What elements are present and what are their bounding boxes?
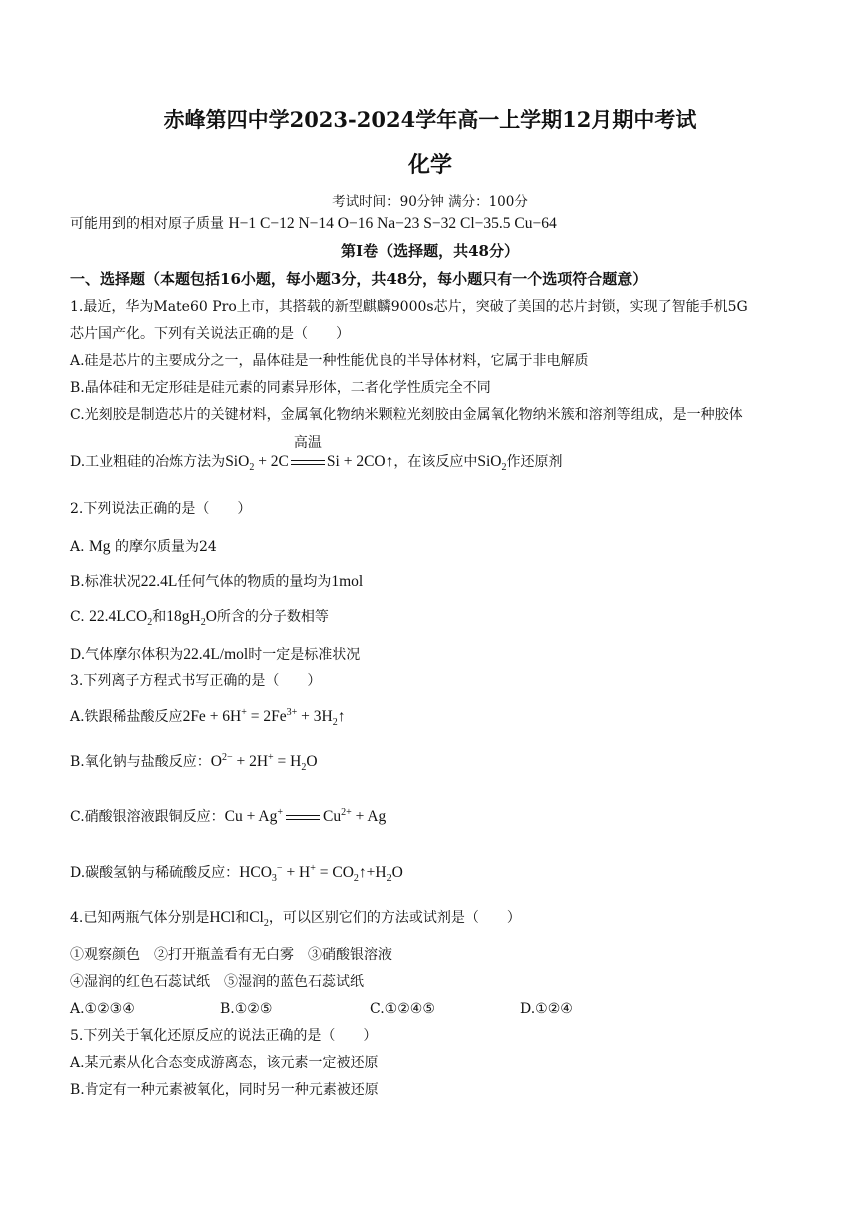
section-heading: 一、选择题（本题包括16小题，每小题3分，共48分，每小题只有一个选项符合题意） <box>70 270 648 288</box>
q1-option-c: C.光刻胶是制造芯片的关键材料，金属氧化物纳米颗粒光刻胶由金属氧化物纳米簇和溶剂等组成，是一种胶体 <box>70 407 743 423</box>
atomic-masses-line <box>70 214 800 234</box>
q4-items-line1: ①观察颜色 ②打开瓶盖看有无白雾 ③硝酸银溶液 <box>70 947 392 963</box>
q1-option-a: A.硅是芯片的主要成分之一，晶体硅是一种性能优良的半导体材料，它属于非电解质 <box>70 353 589 369</box>
exam-title: 赤峰第四中学2023-2024学年高一上学期12月期中考试 <box>163 107 697 132</box>
reaction-condition: 高温 <box>293 436 322 451</box>
q3-option-b: B.氧化钠与盐酸反应：$O^{2-} + 2H^+ = H_2O$ <box>70 751 318 774</box>
q2-b-text: B.标准状况 <box>70 574 141 590</box>
q2-option-c: C. $22.4LCO_2$和$18gH_2O$所含的分子数相等 <box>70 608 329 629</box>
q1-d-equation: SiO$_2$ + 2C 高温 Si + 2CO↑ <box>225 436 394 474</box>
subject-title: 化学 <box>407 152 452 178</box>
exam-info: 考试时间：90分钟 满分：100分 <box>332 194 528 210</box>
q1-stem-line2: 芯片国产化。下列有关说法正确的是（ ） <box>70 326 350 342</box>
q2-d-text: D.气体摩尔体积为 <box>70 647 184 663</box>
q3-option-c: C.硝酸银溶液跟铜反应：Cu + Ag+ $Cu^{2+} + Ag$ <box>70 806 387 825</box>
q2-d-text2: 时一定是标准状况 <box>248 647 361 663</box>
atomic-masses-values: H−1 C−12 N−14 O−16 Na−23 S−32 Cl−35.5 Cu−64 <box>228 215 557 232</box>
q5-option-a: A.某元素从化合态变成游离态，该元素一定被还原 <box>70 1055 379 1071</box>
q2-a-text: 的摩尔质量为24 <box>115 539 217 555</box>
q1-d-text3: 作还原剂 <box>506 454 563 470</box>
part1-title: 第Ⅰ卷（选择题，共48分） <box>341 242 519 260</box>
q3-option-d: D.碳酸氢钠与稀硫酸反应：$HCO_3^- + H^+$ = $CO_2↑+H_2O$ <box>70 862 403 885</box>
q3-d-text: D.碳酸氢钠与稀硫酸反应： <box>70 865 240 881</box>
q3-b-text: B.氧化钠与盐酸反应： <box>70 754 211 770</box>
q4-option-d: D.①②④ <box>520 1001 573 1017</box>
q1-option-d <box>70 436 800 474</box>
q1-option-b: B.晶体硅和无定形硅是硅元素的同素异形体，二者化学性质完全不同 <box>70 380 491 396</box>
q1-d-text2: ，在该反应中 <box>393 454 478 470</box>
q4-option-b: B.①②⑤ <box>220 1001 273 1017</box>
q1-d-formula: SiO$_2$ <box>477 453 507 474</box>
q4-stem-text2: 和 <box>235 910 250 926</box>
q2-b-text2: 任何气体的物质的量均为 <box>177 574 332 590</box>
q2-c-text2: 所含的分子数相等 <box>216 609 329 625</box>
q3-stem: 3.下列离子方程式书写正确的是（ ） <box>70 673 322 689</box>
q2-option-d: D.气体摩尔体积为22.4L/mol时一定是标准状况 <box>70 646 361 663</box>
q2-c-text: 和 <box>152 609 167 625</box>
q4-stem-text3: ，可以区别它们的方法或试剂是（ ） <box>268 910 521 926</box>
q5-option-b: B.肯定有一种元素被氧化，同时另一种元素被还原 <box>70 1082 379 1098</box>
q4-option-c: C.①②④⑤ <box>370 1001 435 1017</box>
q2-stem: 2.下列说法正确的是（ ） <box>70 501 252 517</box>
atomic-masses-label: 可能用到的相对原子质量 <box>70 216 224 232</box>
q4-options <box>70 999 800 1019</box>
q4-stem-text: 4.已知两瓶气体分别是 <box>70 910 210 926</box>
q5-stem: 5.下列关于氧化还原反应的说法正确的是（ ） <box>70 1028 378 1044</box>
q1-d-text: D.工业粗硅的冶炼方法为 <box>70 454 226 470</box>
q3-option-a: A.铁跟稀盐酸反应$2Fe + 6H^+ = 2Fe^{3+}$ + $3H_2↑$ <box>70 706 346 729</box>
q1-stem-line1: 1.最近，华为Mate60 Pro上市，其搭载的新型麒麟9000s芯片，突破了美国的芯片封锁，实现了智能手机5G <box>70 299 748 315</box>
q4-option-a: A.①②③④ <box>70 1001 135 1017</box>
q3-a-text: A.铁跟稀盐酸反应 <box>70 709 183 725</box>
q3-c-text: C.硝酸银溶液跟铜反应： <box>70 809 225 825</box>
q2-option-a: A. Mg 的摩尔质量为24 <box>70 538 217 555</box>
q4-stem: 4.已知两瓶气体分别是HCl和$Cl_2$，可以区别它们的方法或试剂是（ ） <box>70 909 521 930</box>
q4-items-line2: ④湿润的红色石蕊试纸 ⑤湿润的蓝色石蕊试纸 <box>70 974 364 990</box>
q2-option-b: B.标准状况22.4L任何气体的物质的量均为1mol <box>70 573 364 590</box>
